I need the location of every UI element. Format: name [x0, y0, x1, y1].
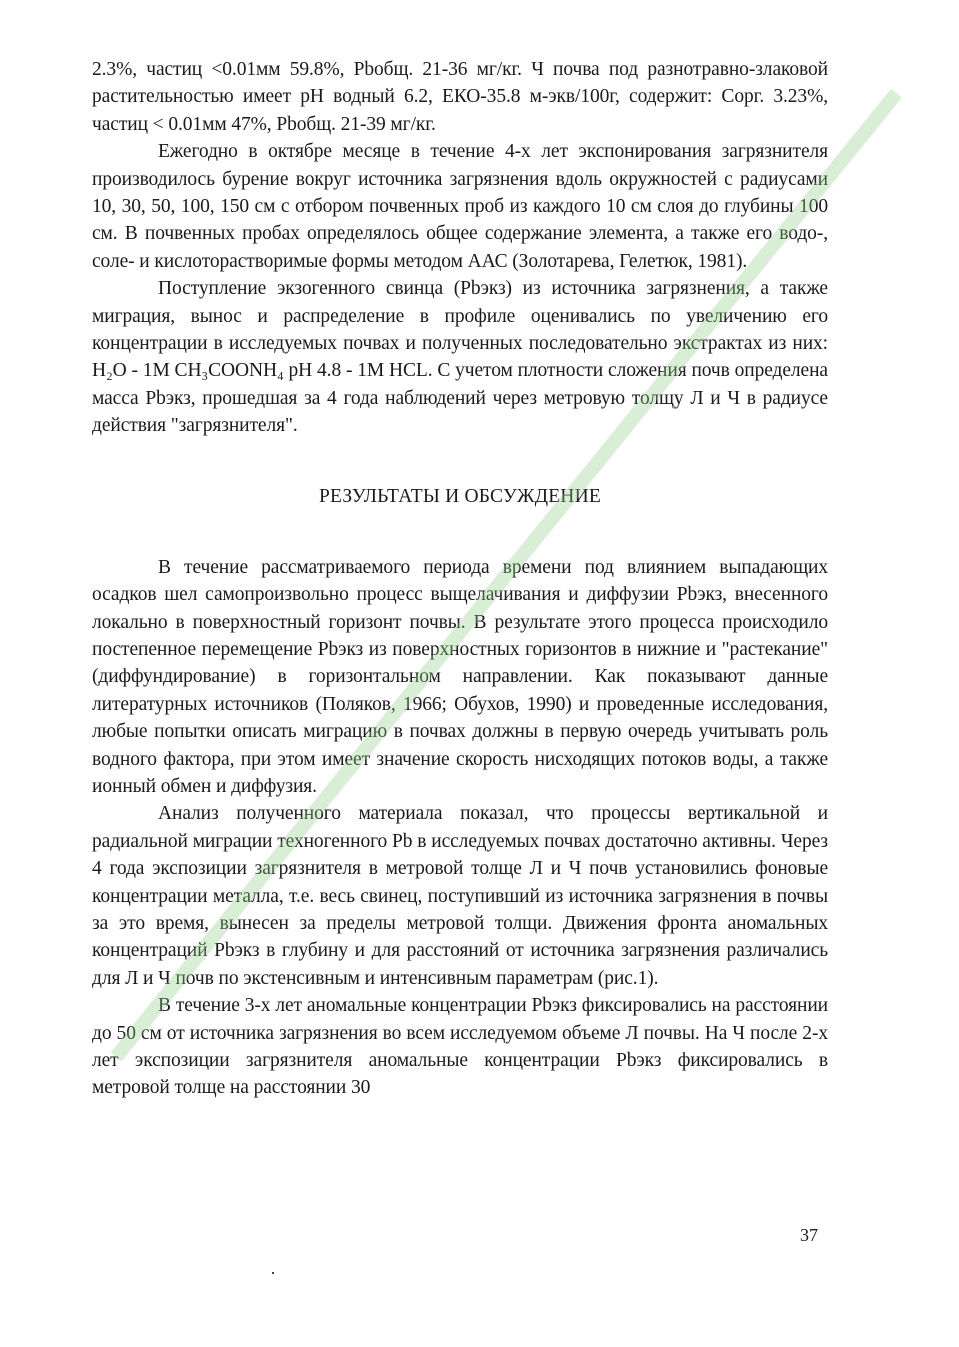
scan-speck: [272, 1272, 274, 1274]
paragraph-lead-input: Поступление экзогенного свинца (Pbэкз) из источника загрязнения, а также миграция, вынос и распределение в профиле оценивались по увеличению его концентрации в исследуемых почвах и полученных последовательно экстрактах из них: H₂O - 1M CH₃COONH₄ pH 4.8 - 1M HCL. С учетом плотности сложения почв определена масса Pbэкз, прошедшая за 4 года наблюдений через метровую толщу Л и Ч в радиусе действия "загрязнителя".: [92, 278, 828, 437]
paragraph-analysis-results: Анализ полученного материала показал, что процессы вертикальной и радиальной миграции техногенного Pb в исследуемых почвах достаточно активны. Через 4 года экспозиции загрязнителя в метровой толще Л и Ч почв установились фоновые концентрации металла, т.е. весь свинец, поступивший из источника загрязнения в почвы за это время, вынесен за пределы метровой толщи. Движения фронта аномальных концентраций Pbэкз в глубину и для расстояний от источника загрязнения различались для Л и Ч почв по экстенсивным и интенсивным параметрам (рис.1).: [92, 803, 828, 989]
section-heading: РЕЗУЛЬТАТЫ И ОБСУЖДЕНИЕ: [319, 485, 601, 507]
paragraph-soil-properties: 2.3%, частиц <0.01мм 59.8%, Pbобщ. 21-36 мг/кг. Ч почва под разнотравно-злаковой растительностью имеет pH водный 6.2, ЕКО-35.8 м-экв/100г, содержит: Сорг. 3.23%, частиц < 0.01мм 47%, Pbобщ. 21-39 мг/кг.: [92, 59, 828, 135]
page-number: 37: [800, 1225, 818, 1245]
paragraph-sampling-method: Ежегодно в октябре месяце в течение 4-х лет экспонирования загрязнителя производилось бурение вокруг источника загрязнения вдоль окружностей с радиусами 10, 30, 50, 100, 150 см с отбором почвенных проб из каждого 10 см слоя до глубины 100 см. В почвенных пробах определялось общее содержание элемента, а также его водо-, соле- и кислоторастворимые формы методом ААС (Золотарева, Гелетюк, 1981).: [92, 141, 828, 272]
body-text: [92, 56, 828, 1102]
paragraph-anomalous-concentrations: В течение 3-х лет аномальные концентрации Pbэкз фиксировались на расстоянии до 50 см от источника загрязнения во всем исследуемом объеме Л почвы. На Ч после 2-х лет экспозиции загрязнителя аномальные концентрации Pbэкз фиксировались в метровой толще на расстоянии 30: [92, 995, 828, 1099]
paragraph-leaching-process: В течение рассматриваемого периода времени под влиянием выпадающих осадков шел самопроизвольно процесс выщелачивания и диффузии Pbэкз, внесенного локально в поверхностный горизонт почвы. В результате этого процесса происходило постепенное перемещение Pbэкз из поверхностных горизонтов в нижние и "растекание" (диффундирование) в горизонтальном направлении. Как показывают данные литературных источников (Поляков, 1966; Обухов, 1990) и проведенные исследования, любые попытки описать миграцию в почвах должны в первую очередь учитывать роль водного фактора, при этом имеет значение скорость нисходящих потоков воды, а также ионный обмен и диффузия.: [92, 556, 828, 797]
